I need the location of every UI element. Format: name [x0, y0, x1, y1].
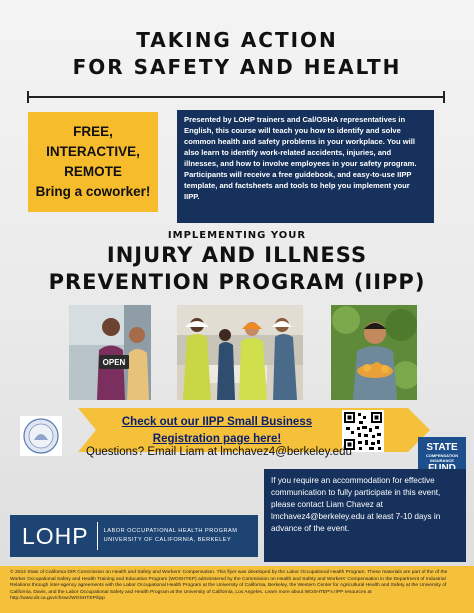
- title-divider-cap-right: [443, 91, 445, 103]
- free-line-3: REMOTE: [64, 164, 122, 179]
- registration-link-line-1[interactable]: Check out our IIPP Small Business: [121, 416, 313, 428]
- lohp-logo-text: LOHP: [22, 522, 89, 549]
- state-fund-top: STATE: [426, 442, 458, 453]
- lohp-line-2: UNIVERSITY OF CALIFORNIA, BERKELEY: [103, 537, 232, 543]
- photo-shop-workers: [69, 305, 151, 400]
- lohp-divider: [97, 522, 98, 550]
- free-info-box: [28, 112, 158, 212]
- program-title-line-1: INJURY AND ILLNESS: [106, 243, 368, 267]
- program-title-line-2: PREVENTION PROGRAM (IIPP): [48, 270, 426, 294]
- course-description: Presented by LOHP trainers and Cal/OSHA representatives in English, this course will teach you how to identify and solve common health and safety problems in your workplace. You will also learn to identify work-related accidents, injuries, and illnesses, and how to involve employees in your safety program. Participants will receive a free guidebook, and easy-to-use IIPP template, and factsheets and tools to help you implement your IIPP.: [177, 110, 434, 223]
- lohp-line-1: LABOR OCCUPATIONAL HEALTH PROGRAM: [103, 528, 238, 534]
- title-line-1: TAKING ACTION: [136, 28, 338, 52]
- photo-construction-workers: [177, 305, 303, 400]
- free-line-2: INTERACTIVE,: [46, 144, 140, 159]
- free-line-1: FREE,: [73, 124, 113, 139]
- footer-disclaimer: © 2024 State of California DIR Commission on Health and Safety and Workers' Compensation. This flyer was developed by the Labor Occupational Health Program. These materials are part of the of the Worker Occupational Safety and Health Training and Education Program (WOSHTEP) administered by the Commission on Health and Safety and Workers' Compensation in the Department of Industrial Relations through inter-agency agreements with the Labor Occupational Health Program at the University of California, Berkeley, the Western Center for Agricultural Health and Safety at the University of California, Davis, and the Labor Occupational Safety and Health Program at the University of California, Los Angeles. Learn more about WOSHTEP's IIPP resources at http://www.dir.ca.gov/chswc/WOSHTEP/iipp: [0, 566, 474, 613]
- lohp-logo-bar: [10, 515, 258, 557]
- photo-farmer: [331, 305, 417, 400]
- california-seal-logo: [20, 416, 62, 456]
- registration-link-line-2[interactable]: Registration page here!: [152, 433, 282, 445]
- questions-contact: Questions? Email Liam at lmchavez4@berkeley.edu: [86, 446, 352, 458]
- title-divider-cap-left: [27, 91, 29, 103]
- registration-link[interactable]: [112, 414, 322, 448]
- program-subheading: IMPLEMENTING YOUR: [167, 230, 307, 241]
- accommodation-notice: If you require an accommodation for effective communication to fully participate in this event, please contact Liam Chavez at lmchavez4@berkeley.edu at least 7-10 days in advance of the event.: [264, 469, 466, 562]
- open-sign-text: OPEN: [102, 358, 126, 367]
- state-fund-small: COMPENSATION INSURANCE: [425, 453, 459, 463]
- title-line-2: FOR SAFETY AND HEALTH: [72, 55, 402, 79]
- free-line-4: Bring a coworker!: [35, 184, 151, 199]
- lohp-org-name: [104, 527, 238, 545]
- title-divider: [27, 96, 445, 98]
